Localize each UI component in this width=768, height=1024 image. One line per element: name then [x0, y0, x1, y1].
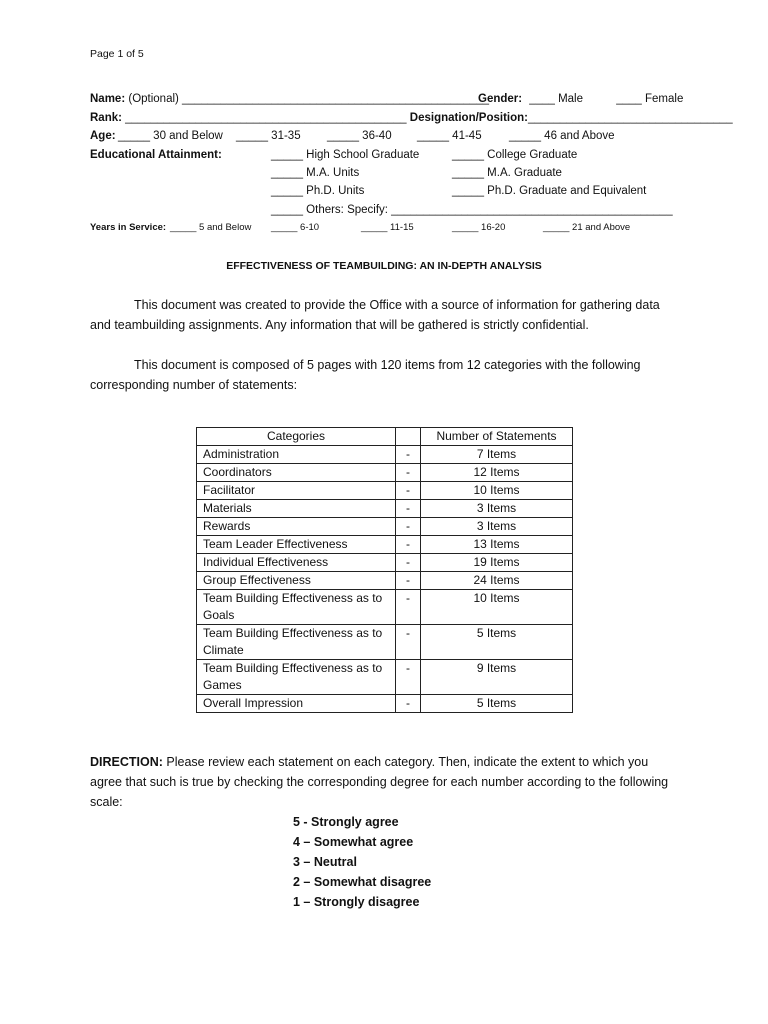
intro-text-1: This document was created to provide the Office with a source of information for gathering data and teambuilding assignments. Any information that will be gathered is strictly confidential. [90, 298, 660, 332]
service-option: _____ 6-10 [271, 222, 320, 233]
category-dash: - [396, 518, 421, 536]
table-row [197, 482, 573, 500]
category-dash: - [396, 572, 421, 590]
header-categories: Categories [197, 428, 396, 446]
direction-text: Please review each statement on each category. Then, indicate the extent to which you agree that such is true by checking the corresponding degree for each number according to the following scale: [90, 755, 669, 809]
table-row [197, 446, 573, 464]
page-number: Page 1 of 5 [90, 48, 144, 60]
category-name: Group Effectiveness [197, 572, 396, 590]
category-dash: - [396, 536, 421, 554]
gender-label: Gender: [478, 93, 523, 105]
scale-item: 3 – Neutral [293, 855, 357, 869]
scale-item: 5 - Strongly agree [293, 815, 399, 829]
age-option: _____ 31-35 [236, 130, 301, 142]
category-dash: - [396, 590, 421, 625]
age-option: _____ 41-45 [417, 130, 482, 142]
category-name: Team Building Effectiveness as to Goals [197, 590, 396, 625]
category-dash: - [396, 446, 421, 464]
category-count: 13 Items [421, 536, 573, 554]
education-option: _____ Ph.D. Units [271, 185, 365, 197]
category-name: Team Building Effectiveness as to Climate [197, 625, 396, 660]
category-dash: - [396, 464, 421, 482]
education-option: _____ High School Graduate [271, 149, 420, 161]
scale-item: 2 – Somewhat disagree [293, 875, 432, 889]
service-option: _____ 11-15 [361, 222, 414, 233]
service-option: _____ 16-20 [452, 222, 506, 233]
gender-group [478, 93, 683, 105]
category-name: Team Leader Effectiveness [197, 536, 396, 554]
category-dash: - [396, 482, 421, 500]
scale-item: 4 – Somewhat agree [293, 835, 414, 849]
direction-label: DIRECTION: [90, 755, 163, 769]
category-count: 10 Items [421, 482, 573, 500]
category-dash: - [396, 660, 421, 695]
category-dash: - [396, 500, 421, 518]
category-name: Facilitator [197, 482, 396, 500]
gender-female-option: ____ Female [616, 93, 684, 105]
intro-paragraph-2 [90, 355, 670, 395]
header-number-of-statements: Number of Statements [421, 428, 573, 446]
category-dash: - [396, 554, 421, 572]
education-label: Educational Attainment: [90, 149, 222, 161]
age-option: _____ 36-40 [327, 130, 392, 142]
intro-paragraph-1 [90, 295, 670, 335]
table-row [197, 660, 573, 695]
table-row [197, 572, 573, 590]
table-row [197, 500, 573, 518]
category-count: 12 Items [421, 464, 573, 482]
category-name: Administration [197, 446, 396, 464]
table-row [197, 554, 573, 572]
age-label: Age: [90, 130, 116, 142]
category-name: Individual Effectiveness [197, 554, 396, 572]
rank-blank: ____________________________________________ [125, 112, 407, 124]
table-row [197, 625, 573, 660]
name-label: Name: [90, 93, 126, 105]
designation-label: Designation/Position: [409, 112, 528, 124]
table-row [197, 590, 573, 625]
education-option: _____ M.A. Units [271, 167, 360, 179]
education-others: _____ Others: Specify: ____________________________________________ [271, 204, 673, 216]
document-title: EFFECTIVENESS OF TEAMBUILDING: AN IN-DEPTH ANALYSIS [226, 260, 542, 272]
category-count: 5 Items [421, 695, 573, 713]
category-name: Coordinators [197, 464, 396, 482]
category-count: 19 Items [421, 554, 573, 572]
service-option: _____ 5 and Below [170, 222, 252, 233]
intro-text-2: This document is composed of 5 pages with 120 items from 12 categories with the following corresponding number of statements: [90, 358, 641, 392]
education-option: _____ M.A. Graduate [452, 167, 562, 179]
table-row [197, 518, 573, 536]
category-count: 5 Items [421, 625, 573, 660]
category-name: Rewards [197, 518, 396, 536]
service-option: _____ 21 and Above [543, 222, 631, 233]
designation-blank: ________________________________ [527, 112, 733, 124]
direction-paragraph [90, 752, 670, 812]
scale-item: 1 – Strongly disagree [293, 895, 420, 909]
rank-label: Rank: [90, 112, 122, 124]
table-row [197, 536, 573, 554]
category-count: 7 Items [421, 446, 573, 464]
header-separator [396, 428, 421, 446]
name-row [90, 93, 489, 105]
category-dash: - [396, 695, 421, 713]
name-blank: (Optional) ________________________________________________ [128, 93, 490, 105]
table-row [197, 464, 573, 482]
category-name: Overall Impression [197, 695, 396, 713]
table-row [197, 695, 573, 713]
education-option: _____ Ph.D. Graduate and Equivalent [452, 185, 647, 197]
category-count: 24 Items [421, 572, 573, 590]
category-dash: - [396, 625, 421, 660]
category-count: 3 Items [421, 500, 573, 518]
category-count: 10 Items [421, 590, 573, 625]
category-count: 3 Items [421, 518, 573, 536]
rank-row [90, 112, 733, 124]
category-name: Materials [197, 500, 396, 518]
table-header-row [197, 428, 573, 446]
education-option: _____ College Graduate [452, 149, 578, 161]
gender-male-option: ____ Male [529, 93, 584, 105]
category-name: Team Building Effectiveness as to Games [197, 660, 396, 695]
service-label: Years in Service: [90, 222, 167, 233]
category-count: 9 Items [421, 660, 573, 695]
categories-table [196, 427, 573, 713]
rating-scale [293, 812, 431, 912]
age-option: _____ 30 and Below [118, 130, 223, 142]
age-option: _____ 46 and Above [509, 130, 615, 142]
